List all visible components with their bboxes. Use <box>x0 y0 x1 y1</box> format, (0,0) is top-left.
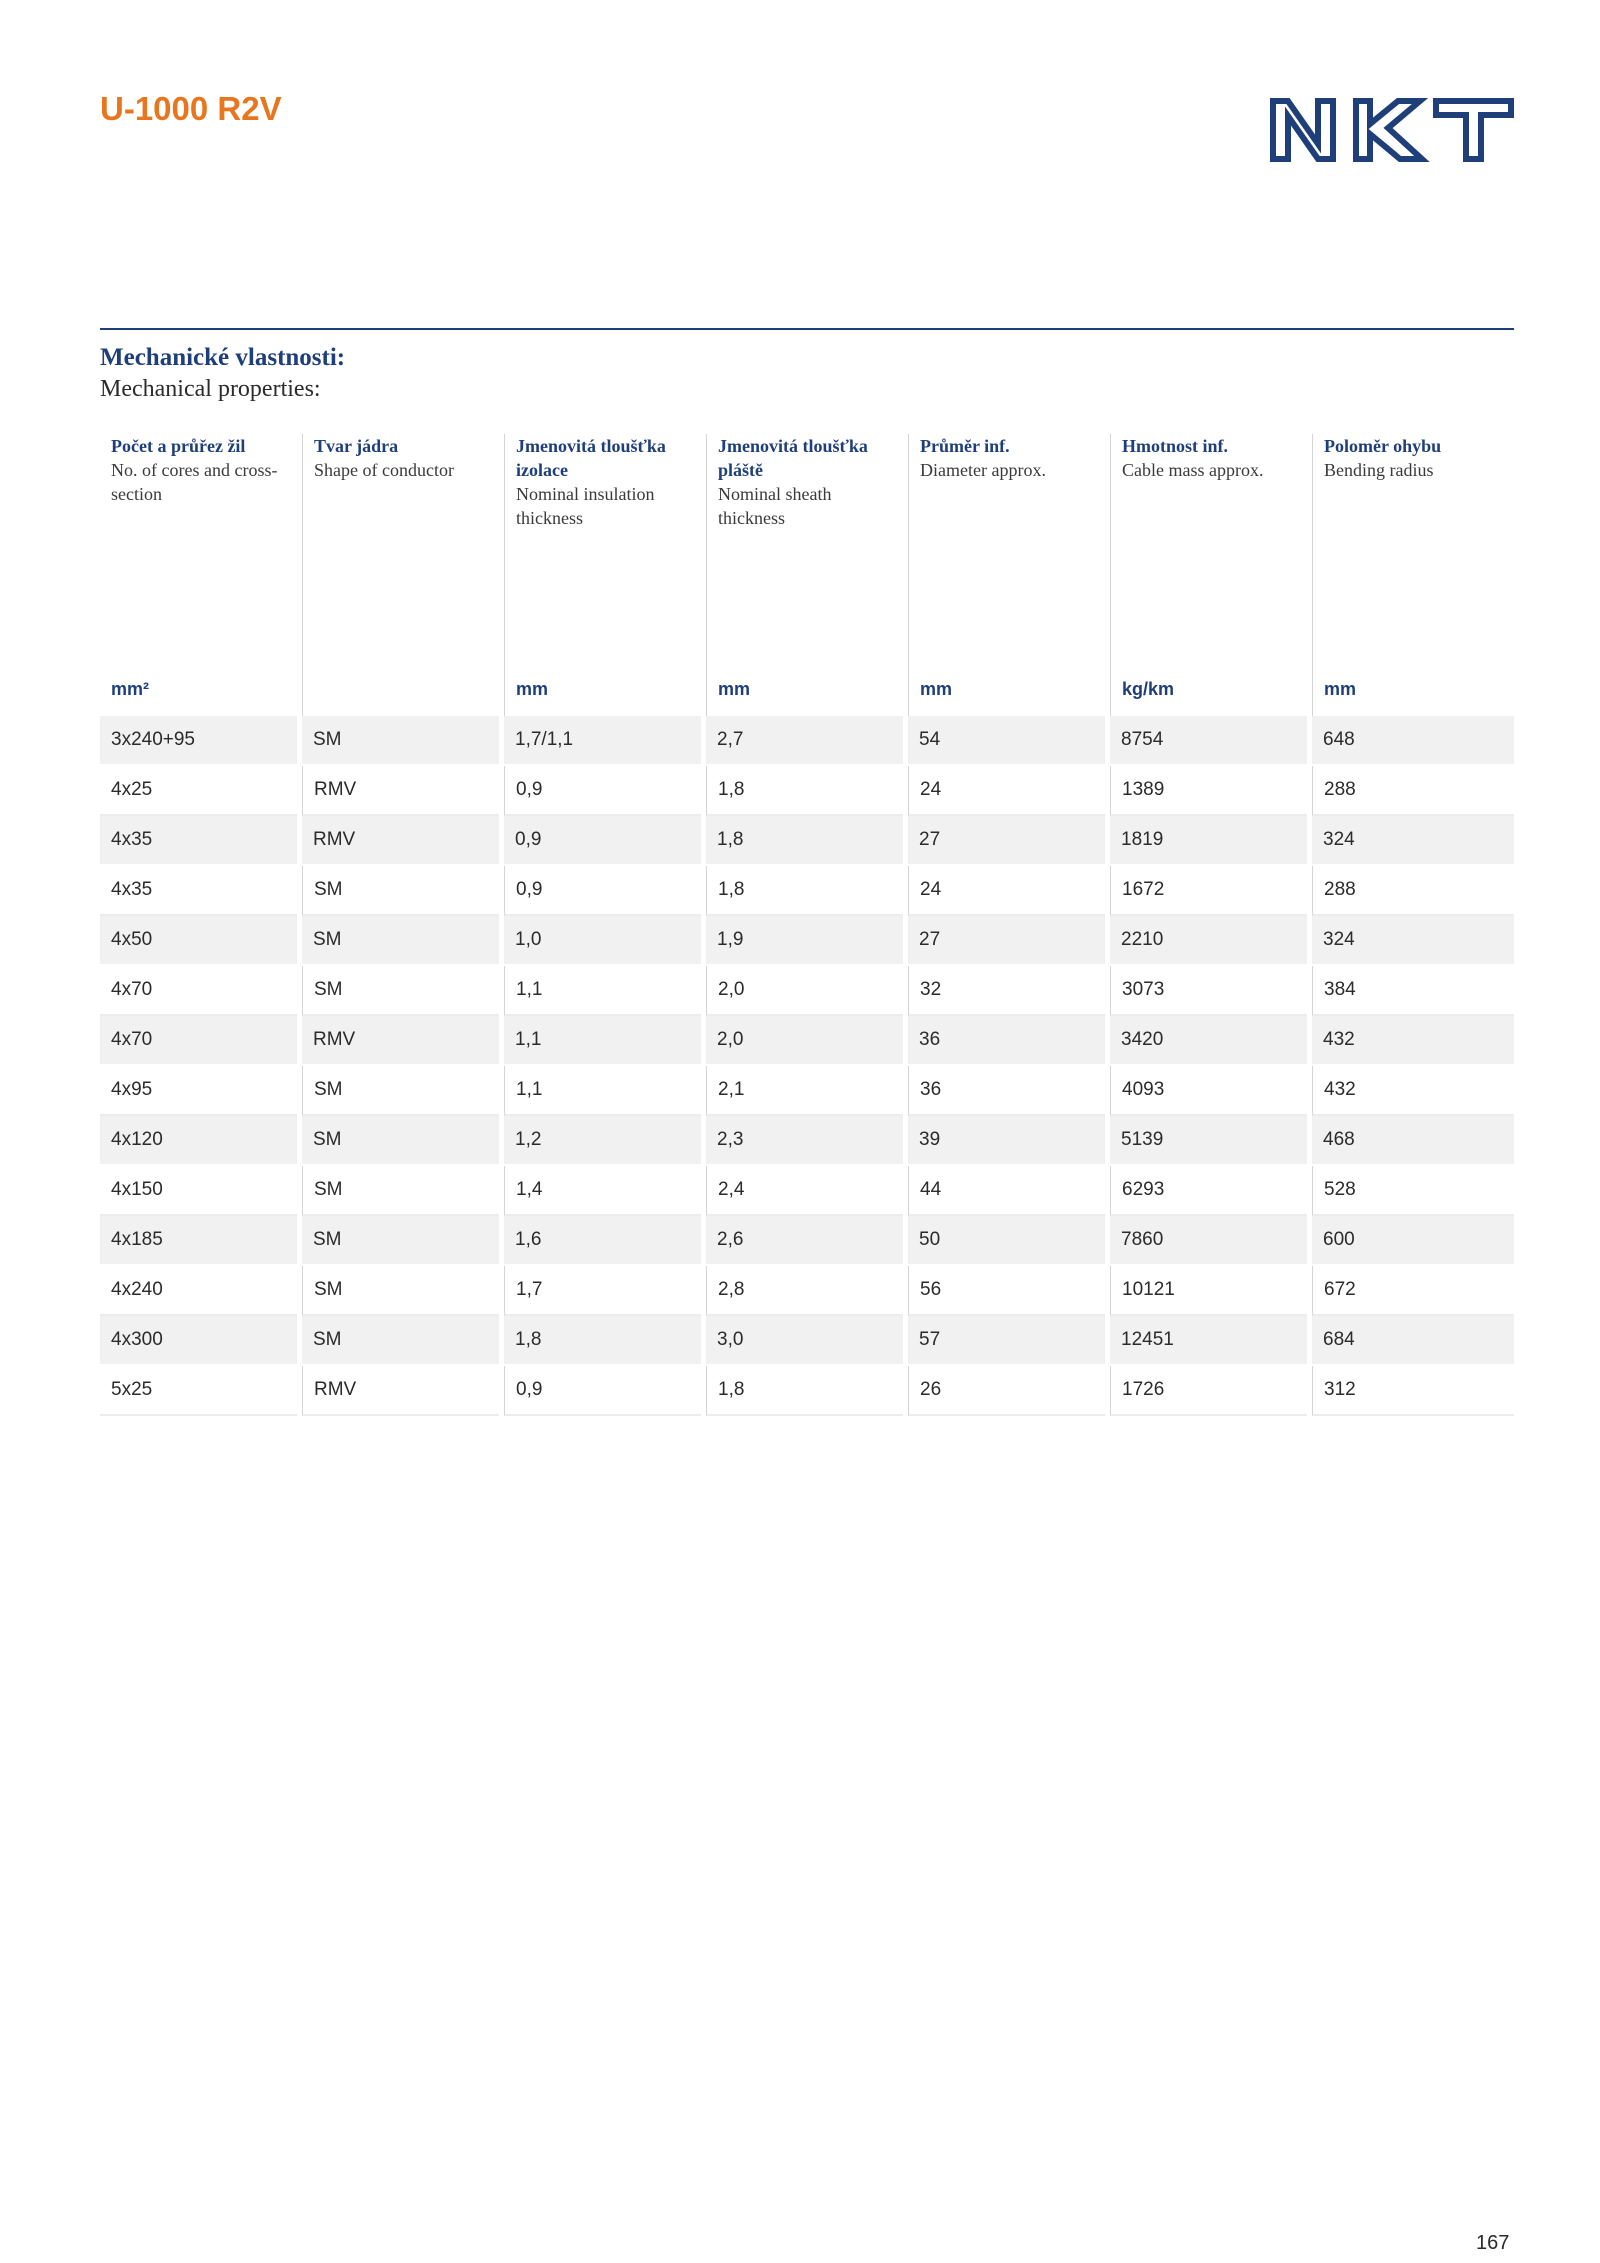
table-cell: 4x120 <box>100 1116 297 1166</box>
table-cell: 288 <box>1312 866 1514 916</box>
table-cell: 1,1 <box>504 1066 701 1116</box>
table-cell: 36 <box>908 1016 1105 1066</box>
table-cell: 4x300 <box>100 1316 297 1366</box>
table-cell: 468 <box>1312 1116 1514 1166</box>
table-cell: 2,0 <box>706 1016 903 1066</box>
table-cell: 672 <box>1312 1266 1514 1316</box>
table-cell: 2,0 <box>706 966 903 1016</box>
table-cell: 288 <box>1312 766 1514 816</box>
column-header-en: Shape of conductor <box>314 460 454 480</box>
table-cell: 1389 <box>1110 766 1307 816</box>
table-cell: 27 <box>908 916 1105 966</box>
column-header <box>100 434 302 662</box>
table-cell: 2,8 <box>706 1266 903 1316</box>
section-divider <box>100 328 1514 330</box>
table-cell: 1,4 <box>504 1166 701 1216</box>
column-header-en: Cable mass approx. <box>1122 460 1264 480</box>
table-cell: SM <box>302 866 499 916</box>
column-header <box>504 434 706 662</box>
column-unit: mm <box>908 662 1110 716</box>
table-row <box>100 816 1514 866</box>
table-cell: 1819 <box>1110 816 1307 866</box>
table-cell: 2,7 <box>706 716 903 766</box>
table-cell: 12451 <box>1110 1316 1307 1366</box>
table-cell: 4x185 <box>100 1216 297 1266</box>
column-header <box>908 434 1110 662</box>
table-cell: 2,4 <box>706 1166 903 1216</box>
table-cell: 1,1 <box>504 1016 701 1066</box>
column-header-cs: Jmenovitá tloušťka pláště <box>718 436 868 480</box>
table-row <box>100 1016 1514 1066</box>
table-row <box>100 1216 1514 1266</box>
table-cell: 312 <box>1312 1366 1514 1416</box>
table-cell: 1,2 <box>504 1116 701 1166</box>
table-row <box>100 1066 1514 1116</box>
table-cell: 2,1 <box>706 1066 903 1116</box>
table-row <box>100 1366 1514 1416</box>
table-cell: RMV <box>302 766 499 816</box>
column-unit: mm <box>1312 662 1514 716</box>
column-unit: mm <box>504 662 706 716</box>
table-cell: 1,8 <box>706 816 903 866</box>
table-row <box>100 916 1514 966</box>
table-cell: 0,9 <box>504 766 701 816</box>
column-header <box>1110 434 1312 662</box>
table-cell: 56 <box>908 1266 1105 1316</box>
table-cell: 1,7 <box>504 1266 701 1316</box>
table-cell: 2,3 <box>706 1116 903 1166</box>
column-header-en: Bending radius <box>1324 460 1434 480</box>
table-cell: 1726 <box>1110 1366 1307 1416</box>
table-cell: 1,8 <box>706 1366 903 1416</box>
table-cell: 4x95 <box>100 1066 297 1116</box>
nkt-logo <box>1270 98 1514 162</box>
table-cell: 5x25 <box>100 1366 297 1416</box>
table-row <box>100 1116 1514 1166</box>
table-cell: 4x35 <box>100 816 297 866</box>
column-header-en: No. of cores and cross-section <box>111 460 278 504</box>
table-cell: SM <box>302 1166 499 1216</box>
column-header-cs: Průměr inf. <box>920 436 1010 456</box>
table-cell: 4x70 <box>100 966 297 1016</box>
mechanical-properties-table <box>100 434 1514 1416</box>
table-cell: 44 <box>908 1166 1105 1216</box>
table-cell: 24 <box>908 866 1105 916</box>
column-header-cs: Tvar jádra <box>314 436 399 456</box>
table-cell: 1,0 <box>504 916 701 966</box>
column-unit: mm <box>706 662 908 716</box>
table-cell: 54 <box>908 716 1105 766</box>
table-row <box>100 716 1514 766</box>
page-number: 167 <box>1476 2232 1510 2254</box>
table-cell: 1672 <box>1110 866 1307 916</box>
table-cell: 4x150 <box>100 1166 297 1216</box>
product-title: U-1000 R2V <box>100 90 282 127</box>
table-cell: 4x50 <box>100 916 297 966</box>
section-title-cs: Mechanické vlastnosti: <box>100 344 346 371</box>
table-cell: 3,0 <box>706 1316 903 1366</box>
table-cell: 324 <box>1312 916 1514 966</box>
table-cell: SM <box>302 716 499 766</box>
table-cell: 57 <box>908 1316 1105 1366</box>
table-cell: 8754 <box>1110 716 1307 766</box>
column-unit: kg/km <box>1110 662 1312 716</box>
column-header-en: Diameter approx. <box>920 460 1046 480</box>
table-cell: SM <box>302 1266 499 1316</box>
table-header-row <box>100 434 1514 662</box>
column-header-en: Nominal sheath thickness <box>718 484 832 528</box>
table-cell: 36 <box>908 1066 1105 1116</box>
table-cell: RMV <box>302 1016 499 1066</box>
table-cell: 1,8 <box>706 866 903 916</box>
table-cell: 4x70 <box>100 1016 297 1066</box>
table-cell: 1,8 <box>504 1316 701 1366</box>
table-row <box>100 1266 1514 1316</box>
table-cell: RMV <box>302 1366 499 1416</box>
table-cell: 3420 <box>1110 1016 1307 1066</box>
column-header-cs: Jmenovitá tloušťka izolace <box>516 436 666 480</box>
table-body <box>100 716 1514 1416</box>
table-cell: 2210 <box>1110 916 1307 966</box>
table-cell: 4x35 <box>100 866 297 916</box>
table-cell: 32 <box>908 966 1105 1016</box>
table-cell: 432 <box>1312 1066 1514 1116</box>
table-cell: 432 <box>1312 1016 1514 1066</box>
table-cell: 6293 <box>1110 1166 1307 1216</box>
table-cell: 0,9 <box>504 866 701 916</box>
table-cell: 10121 <box>1110 1266 1307 1316</box>
column-header <box>1312 434 1514 662</box>
column-unit <box>302 662 504 716</box>
table-cell: 27 <box>908 816 1105 866</box>
table-cell: 5139 <box>1110 1116 1307 1166</box>
column-header-cs: Počet a průřez žil <box>111 436 246 456</box>
table-cell: SM <box>302 1116 499 1166</box>
table-row <box>100 966 1514 1016</box>
table-cell: 24 <box>908 766 1105 816</box>
column-header-cs: Poloměr ohybu <box>1324 436 1442 456</box>
table-cell: 2,6 <box>706 1216 903 1266</box>
table-row <box>100 1316 1514 1366</box>
table-cell: 4x25 <box>100 766 297 816</box>
table-cell: SM <box>302 1066 499 1116</box>
table-cell: 0,9 <box>504 816 701 866</box>
table-cell: RMV <box>302 816 499 866</box>
table-cell: 684 <box>1312 1316 1514 1366</box>
table-cell: 3x240+95 <box>100 716 297 766</box>
table-cell: 0,9 <box>504 1366 701 1416</box>
table-row <box>100 1166 1514 1216</box>
column-header-cs: Hmotnost inf. <box>1122 436 1229 456</box>
table-cell: 600 <box>1312 1216 1514 1266</box>
table-cell: 50 <box>908 1216 1105 1266</box>
table-cell: 26 <box>908 1366 1105 1416</box>
table-cell: 4x240 <box>100 1266 297 1316</box>
table-cell: 528 <box>1312 1166 1514 1216</box>
table-cell: SM <box>302 1316 499 1366</box>
table-cell: 1,9 <box>706 916 903 966</box>
table-cell: SM <box>302 1216 499 1266</box>
table-cell: 648 <box>1312 716 1514 766</box>
table-cell: SM <box>302 966 499 1016</box>
table-unit-row <box>100 662 1514 716</box>
table-cell: 7860 <box>1110 1216 1307 1266</box>
table-cell: 1,8 <box>706 766 903 816</box>
table-cell: SM <box>302 916 499 966</box>
column-header <box>302 434 504 662</box>
table-cell: 1,6 <box>504 1216 701 1266</box>
table-cell: 1,1 <box>504 966 701 1016</box>
table-cell: 1,7/1,1 <box>504 716 701 766</box>
table-cell: 3073 <box>1110 966 1307 1016</box>
table-row <box>100 766 1514 816</box>
table-cell: 39 <box>908 1116 1105 1166</box>
table-cell: 4093 <box>1110 1066 1307 1116</box>
column-header <box>706 434 908 662</box>
table-row <box>100 866 1514 916</box>
table-cell: 324 <box>1312 816 1514 866</box>
column-header-en: Nominal insulation thickness <box>516 484 655 528</box>
section-title-en: Mechanical properties: <box>100 376 321 402</box>
table-cell: 384 <box>1312 966 1514 1016</box>
column-unit: mm² <box>111 679 150 699</box>
